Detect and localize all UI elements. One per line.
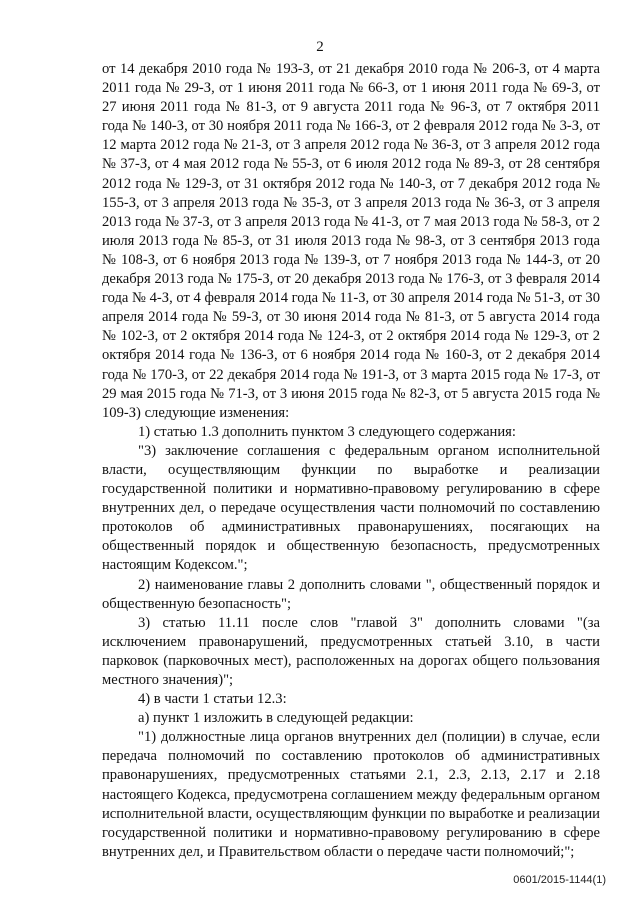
paragraph-item-2: 2) наименование главы 2 дополнить словами ", общественный порядок и общественную безопасность"; [102,576,600,612]
paragraph-item-1: 1) статью 1.3 дополнить пунктом 3 следующего содержания: [138,423,516,440]
paragraph-subitem-a: а) пункт 1 изложить в следующей редакции: [138,710,414,727]
paragraph-item-1-text: "3) заключение соглашения с федеральным органом исполнительной власти, осуществляющим функции по выработке и реализации государственной политики и нормативно-правовому регулированию в сфере внутренних дел, о передаче осуществления части полномочий по составлению протоколов об административных правонарушениях, посягающих на общественный порядок и общественную безопасность, предусмотренных настоящим Кодексом."; [102,442,600,574]
document-body [102,60,600,862]
document-code: 0601/2015-1144(1) [513,874,606,886]
paragraph-subitem-a-text: "1) должностные лица органов внутренних дел (полиции) в случае, если передача полномочий по составлению протоколов об административных правонарушениях, предусмотренных статьями 2.1, 2.3, 2.13, 2.17 и 2.18 настоящего Кодекса, предусмотрена соглашением между федеральным органом исполнительной власти, осуществляющим функции по выработке и реализации государственной политики и нормативно-правовому регулированию в сфере внутренних дел, и Правительством области о передаче части полномочий;"; [102,729,600,860]
paragraph-item-3: 3) статью 11.11 после слов "главой 3" дополнить словами "(за исключением правонарушений, предусмотренных статьей 3.10, в части парковок (парковочных мест), расположенных на дорогах общего пользования местного значения)"; [102,614,600,688]
paragraph-amendments-list: от 14 декабря 2010 года № 193-З, от 21 декабря 2010 года № 206-З, от 4 марта 2011 года № 29-З, от 1 июня 2011 года № 66-З, от 1 июня 2011 года № 69-З, от 27 июня 2011 года № 81-З, от 9 августа 2011 года № 96-З, от 7 октября 2011 года № 140-З, от 30 ноября 2011 года № 166-З, от 2 февраля 2012 года № 3-З, от 12 марта 2012 года № 21-З, от 3 апреля 2012 года № 36-З, от 3 апреля 2012 года № 37-З, от 4 мая 2012 года № 55-З, от 6 июля 2012 года № 89-З, от 28 сентября 2012 года № 129-З, от 31 октября 2012 года № 140-З, от 7 декабря 2012 года № 155-З, от 3 апреля 2013 года № 35-З, от 3 апреля 2013 года № 36-З, от 3 апреля 2013 года № 37-З, от 3 апреля 2013 года № 41-З, от 7 мая 2013 года № 58-З, от 2 июля 2013 года № 85-З, от 31 июля 2013 года № 98-З, от 3 сентября 2013 года № 108-З, от 6 ноября 2013 года № 139-З, от 7 ноября 2013 года № 144-З, от 20 декабря 2013 года № 175-З, от 20 декабря 2013 года № 176-З, от 3 февраля 2014 года № 4-З, от 4 февраля 2014 года № 11-З, от 30 апреля 2014 года № 51-З, от 30 апреля 2014 года № 59-З, от 30 июня 2014 года № 81-З, от 5 августа 2014 года № 102-З, от 2 октября 2014 года № 124-З, от 2 октября 2014 года № 129-З, от 2 октября 2014 года № 136-З, от 6 ноября 2014 года № 160-З, от 2 декабря 2014 года № 170-З, от 22 декабря 2014 года № 191-З, от 3 марта 2015 года № 17-З, от 29 мая 2015 года № 71-З, от 3 июня 2015 года № 82-З, от 5 августа 2015 года № 109-З) следующие изменения: [102,61,600,421]
page-number: 2 [316,39,324,55]
paragraph-item-4: 4) в части 1 статьи 12.3: [138,691,287,708]
